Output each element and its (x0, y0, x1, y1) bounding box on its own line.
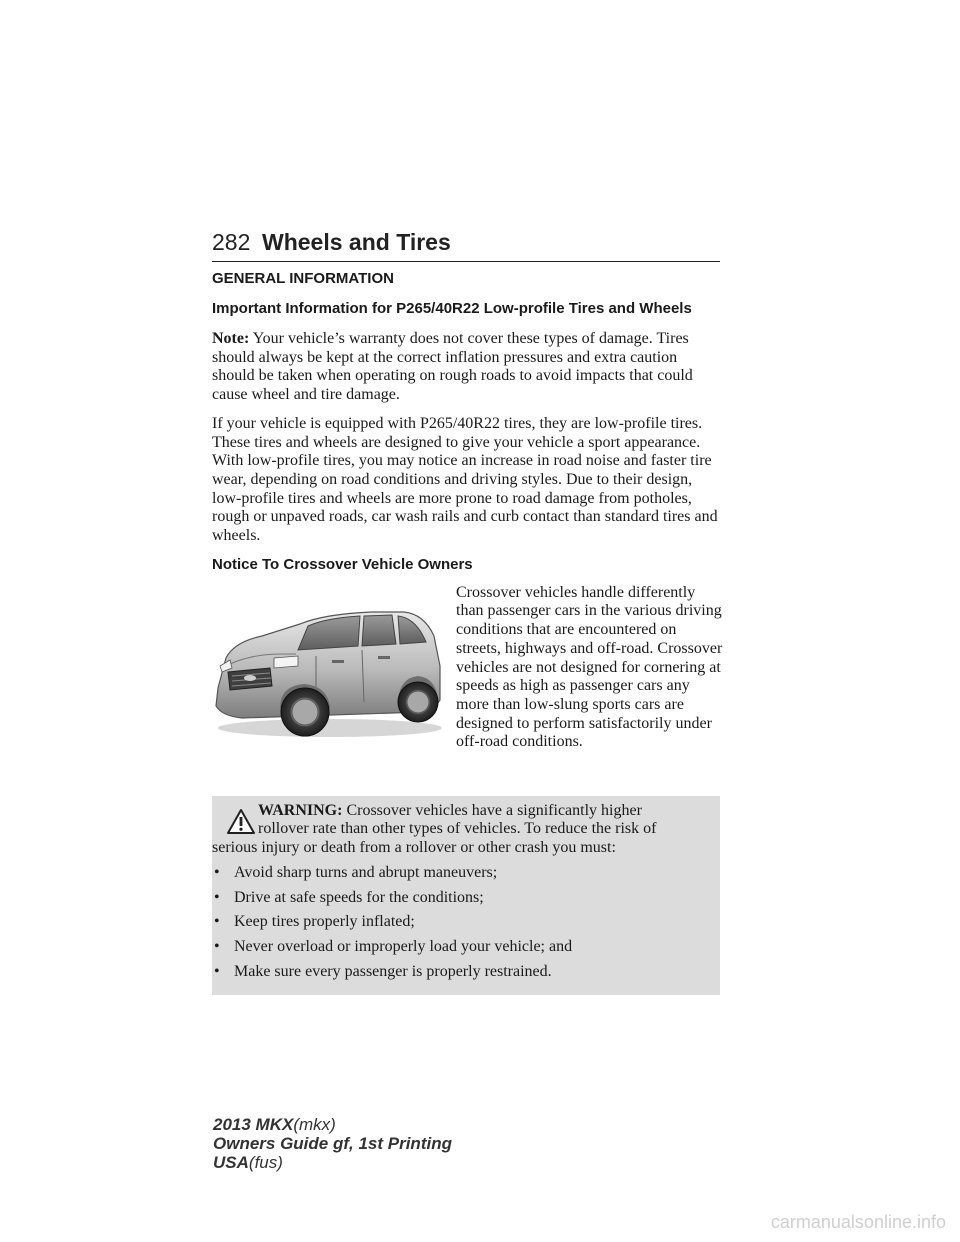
list-item: • Avoid sharp turns and abrupt maneuvers; (214, 863, 498, 881)
warning-triangle-icon (226, 808, 256, 835)
footer-guide: Owners Guide gf, 1st Printing (213, 1134, 452, 1153)
low-profile-heading: Important Information for P265/40R22 Low-profile Tires and Wheels (212, 300, 692, 317)
low-profile-paragraph: If your vehicle is equipped with P265/40R22 tires, they are low-profile tires. These tires and wheels are designed to give your vehicle a sport appearance. With low-profile tires, you may notice an increase in road noise and faster tire wear, depending on road conditions and driving styles. Due to their design, low-profile tires and wheels are more prone to road damage from potholes, rough or unpaved roads, car wash rails and curb contact than standard tires and wheels. (212, 414, 718, 545)
warning-line-2: rollover rate than other types of vehicles. To reduce the risk of (258, 820, 657, 838)
watermark: carmanualsonline.info (770, 1212, 946, 1232)
page-number: 282 (212, 229, 251, 255)
footer-line-1 (213, 1115, 613, 1134)
warning-line-3: serious injury or death from a rollover or other crash you must: (212, 839, 616, 857)
bullet-text: Keep tires properly inflated; (234, 913, 415, 931)
note-paragraph (212, 330, 720, 405)
section-title: Wheels and Tires (262, 229, 451, 255)
bullet-text: Make sure every passenger is properly restrained. (234, 962, 552, 980)
crossover-section (212, 583, 723, 796)
warning-bullet-list (212, 864, 710, 982)
warning-line-1: Crossover vehicles have a significantly higher (346, 801, 642, 819)
general-information-heading: GENERAL INFORMATION (212, 270, 394, 287)
bullet-text: Never overload or improperly load your vehicle; and (234, 937, 573, 955)
bullet-text: Drive at safe speeds for the conditions; (234, 888, 484, 906)
crossover-vehicle-illustration (212, 596, 444, 746)
footer-model-code: (mkx) (293, 1115, 336, 1134)
note-label: Note: (212, 330, 250, 347)
list-item: • Keep tires properly inflated; (214, 913, 415, 931)
footer-line-3 (213, 1153, 613, 1172)
print-footer (213, 1115, 613, 1172)
footer-model: 2013 MKX (213, 1115, 294, 1134)
footer-region-code: (fus) (248, 1153, 283, 1172)
warning-label: WARNING: (258, 801, 343, 819)
note-text: Your vehicle’s warranty does not cover these types of damage. Tires should always be kept at the correct inflation pressures and extra caution should be taken when operating on rough roads to avoid impacts that could cause wheel and tire damage. (212, 330, 693, 404)
list-item: • Drive at safe speeds for the conditions; (214, 888, 484, 906)
bullet-text: Avoid sharp turns and abrupt maneuvers; (234, 863, 498, 881)
page-header (212, 227, 720, 262)
footer-region: USA (213, 1153, 249, 1172)
crossover-paragraph: Crossover vehicles handle differently than passenger cars in the various driving conditions that are encountered on streets, highways and off-road. Crossover vehicles are not designed for cornering at speeds as high as passenger cars any more than low-slung sports cars are designed to perform satisfactorily under off-road conditions. (456, 583, 723, 751)
page-content (212, 270, 723, 995)
warning-first-line (212, 802, 710, 839)
crossover-heading: Notice To Crossover Vehicle Owners (212, 555, 473, 573)
list-item: • Never overload or improperly load your vehicle; and (214, 937, 573, 955)
warning-box (212, 796, 720, 996)
list-item: • Make sure every passenger is properly restrained. (214, 962, 552, 980)
